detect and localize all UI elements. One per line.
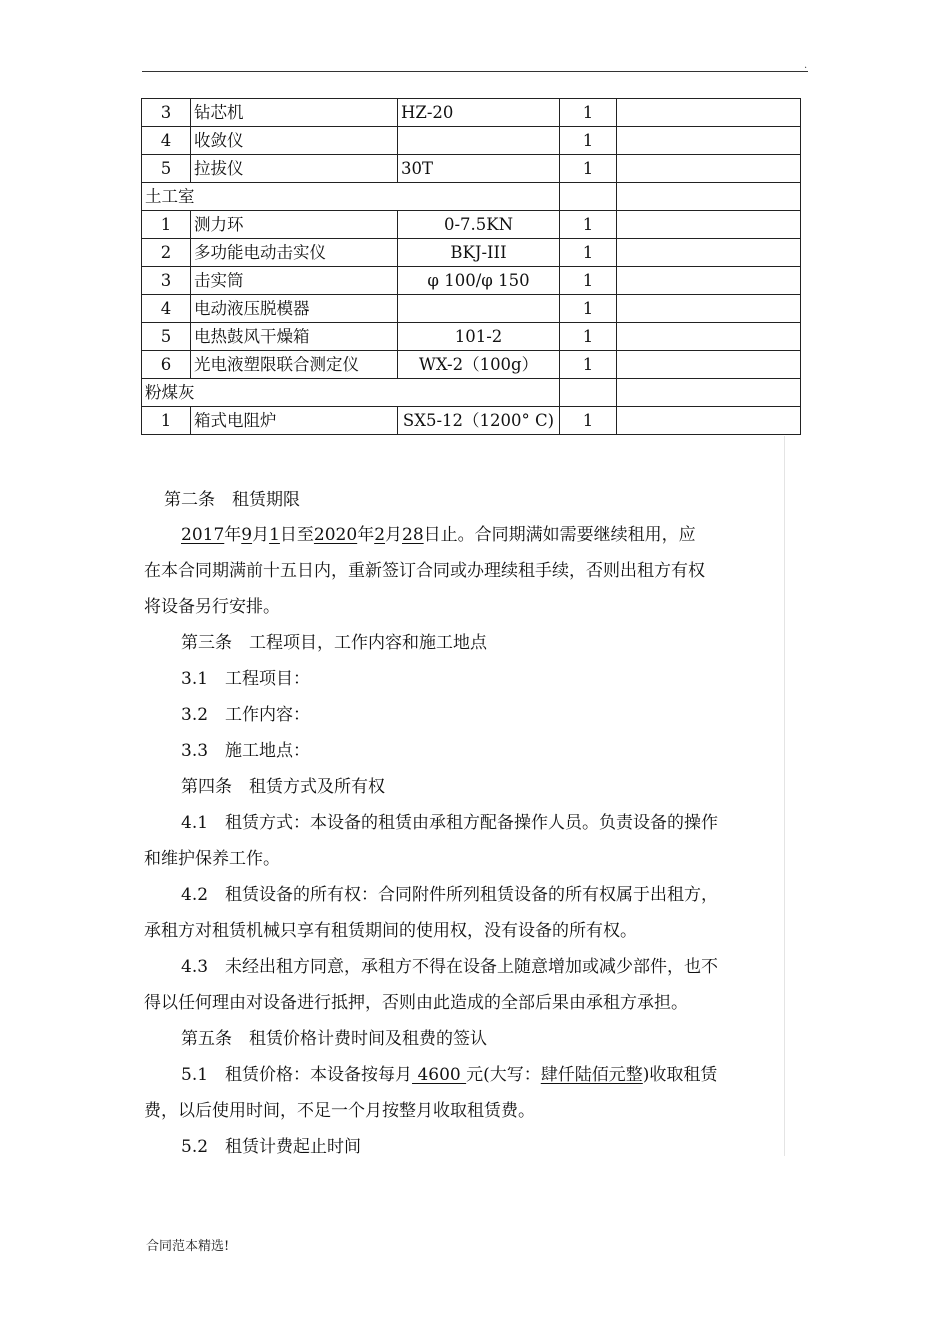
item-name-cell: 拉拔仪 [191, 155, 398, 183]
item-name-cell: 钻芯机 [191, 99, 398, 127]
article5-p2: 5.2 租赁计费起止时间 [181, 1137, 362, 1157]
note-cell [617, 183, 801, 211]
item-spec-cell: φ 100/φ 150 [398, 267, 560, 295]
item-qty-cell: 1 [560, 407, 617, 435]
qty-cell [560, 379, 617, 407]
item-note-cell [617, 211, 801, 239]
item-qty-cell: 1 [560, 295, 617, 323]
article2-line2: 在本合同期满前十五日内，重新签订合同或办理续租手续，否则出租方有权 [144, 561, 705, 581]
item-name-cell: 击实筒 [191, 267, 398, 295]
monthly-amount: 4600 [412, 1065, 467, 1085]
table-row [142, 407, 801, 435]
item-number-cell: 2 [142, 239, 191, 267]
article3-item1: 3.1 工程项目： [181, 669, 311, 689]
article3-item3: 3.3 施工地点： [181, 741, 311, 761]
start-year: 2017 [181, 525, 225, 545]
article3-heading: 第三条 工程项目，工作内容和施工地点 [181, 633, 487, 653]
article4-p2-line1: 4.2 租赁设备的所有权：合同附件所列租赁设备的所有权属于出租方， [181, 885, 719, 905]
item-spec-cell: 30T [398, 155, 560, 183]
note-cell [617, 379, 801, 407]
item-number-cell: 4 [142, 295, 191, 323]
item-note-cell [617, 407, 801, 435]
item-spec-cell: 0-7.5KN [398, 211, 560, 239]
item-number-cell: 3 [142, 99, 191, 127]
item-name-cell: 收敛仪 [191, 127, 398, 155]
article4-heading: 第四条 租赁方式及所有权 [181, 777, 385, 797]
item-spec-cell [398, 127, 560, 155]
item-name-cell: 电动液压脱模器 [191, 295, 398, 323]
item-note-cell [617, 267, 801, 295]
item-note-cell [617, 323, 801, 351]
section-label: 粉煤灰 [142, 379, 560, 407]
item-qty-cell: 1 [560, 99, 617, 127]
article4-p1-line1: 4.1 租赁方式：本设备的租赁由承租方配备操作人员。负责设备的操作 [181, 813, 719, 833]
table-row [142, 267, 801, 295]
start-day: 1 [269, 525, 280, 545]
start-month: 9 [241, 525, 253, 545]
item-note-cell [617, 239, 801, 267]
article5-heading: 第五条 租赁价格计费时间及租费的签认 [181, 1029, 487, 1049]
corner-mark: . [804, 60, 808, 71]
item-qty-cell: 1 [560, 323, 617, 351]
item-note-cell [617, 127, 801, 155]
end-day: 28 [402, 525, 424, 545]
article4-p2-line2: 承租方对租赁机械只享有租赁期间的使用权，没有设备的所有权。 [144, 921, 637, 941]
table-section-row [142, 379, 801, 407]
article2-line3: 将设备另行安排。 [144, 597, 280, 617]
table-row [142, 155, 801, 183]
item-qty-cell: 1 [560, 239, 617, 267]
table-section-row [142, 183, 801, 211]
qty-cell [560, 183, 617, 211]
article4-p1-line2: 和维护保养工作。 [144, 849, 280, 869]
item-qty-cell: 1 [560, 211, 617, 239]
table-row [142, 211, 801, 239]
item-number-cell: 5 [142, 323, 191, 351]
item-number-cell: 1 [142, 211, 191, 239]
item-number-cell: 6 [142, 351, 191, 379]
table-row [142, 323, 801, 351]
article4-p3-line2: 得以任何理由对设备进行抵押，否则由此造成的全部后果由承租方承担。 [144, 993, 688, 1013]
article3-item2: 3.2 工作内容： [181, 705, 311, 725]
item-number-cell: 3 [142, 267, 191, 295]
item-spec-cell: WX-2（100g） [398, 351, 560, 379]
amount-in-words: 肆仟陆佰元整 [540, 1065, 643, 1085]
item-number-cell: 4 [142, 127, 191, 155]
footer-note: 合同范本精选! [146, 1239, 230, 1254]
table-row [142, 127, 801, 155]
article5-p1-line1: 5.1 租赁价格：本设备按每月 4600 元(大写：肆仟陆佰元整)收取租赁 [181, 1065, 718, 1085]
item-note-cell [617, 155, 801, 183]
item-spec-cell: 101-2 [398, 323, 560, 351]
item-spec-cell: BKJ-III [398, 239, 560, 267]
item-note-cell [617, 295, 801, 323]
item-number-cell: 1 [142, 407, 191, 435]
table-row [142, 295, 801, 323]
header-rule [142, 71, 808, 72]
item-qty-cell: 1 [560, 127, 617, 155]
item-note-cell [617, 351, 801, 379]
item-name-cell: 测力环 [191, 211, 398, 239]
equipment-table [141, 98, 801, 435]
table-row [142, 99, 801, 127]
item-spec-cell: HZ-20 [398, 99, 560, 127]
article4-p3-line1: 4.3 未经出租方同意，承租方不得在设备上随意增加或减少部件，也不 [181, 957, 719, 977]
item-qty-cell: 1 [560, 267, 617, 295]
item-name-cell: 箱式电阻炉 [191, 407, 398, 435]
article2-period-line: 2017年9月1日至2020年2月28日止。合同期满如需要继续租用，应 [181, 525, 696, 545]
table-row [142, 351, 801, 379]
end-year: 2020 [313, 525, 358, 545]
item-spec-cell: SX5-12（1200° C) [398, 407, 560, 435]
margin-rule [784, 436, 785, 1156]
end-month: 2 [374, 525, 386, 545]
item-name-cell: 多功能电动击实仪 [191, 239, 398, 267]
item-name-cell: 光电液塑限联合测定仪 [191, 351, 398, 379]
item-name-cell: 电热鼓风干燥箱 [191, 323, 398, 351]
item-spec-cell [398, 295, 560, 323]
item-qty-cell: 1 [560, 155, 617, 183]
item-number-cell: 5 [142, 155, 191, 183]
article2-heading: 第二条 租赁期限 [164, 490, 300, 510]
section-label: 土工室 [142, 183, 560, 211]
table-row [142, 239, 801, 267]
item-qty-cell: 1 [560, 351, 617, 379]
item-note-cell [617, 99, 801, 127]
article5-p1-line2: 费，以后使用时间，不足一个月按整月收取租赁费。 [144, 1101, 535, 1121]
